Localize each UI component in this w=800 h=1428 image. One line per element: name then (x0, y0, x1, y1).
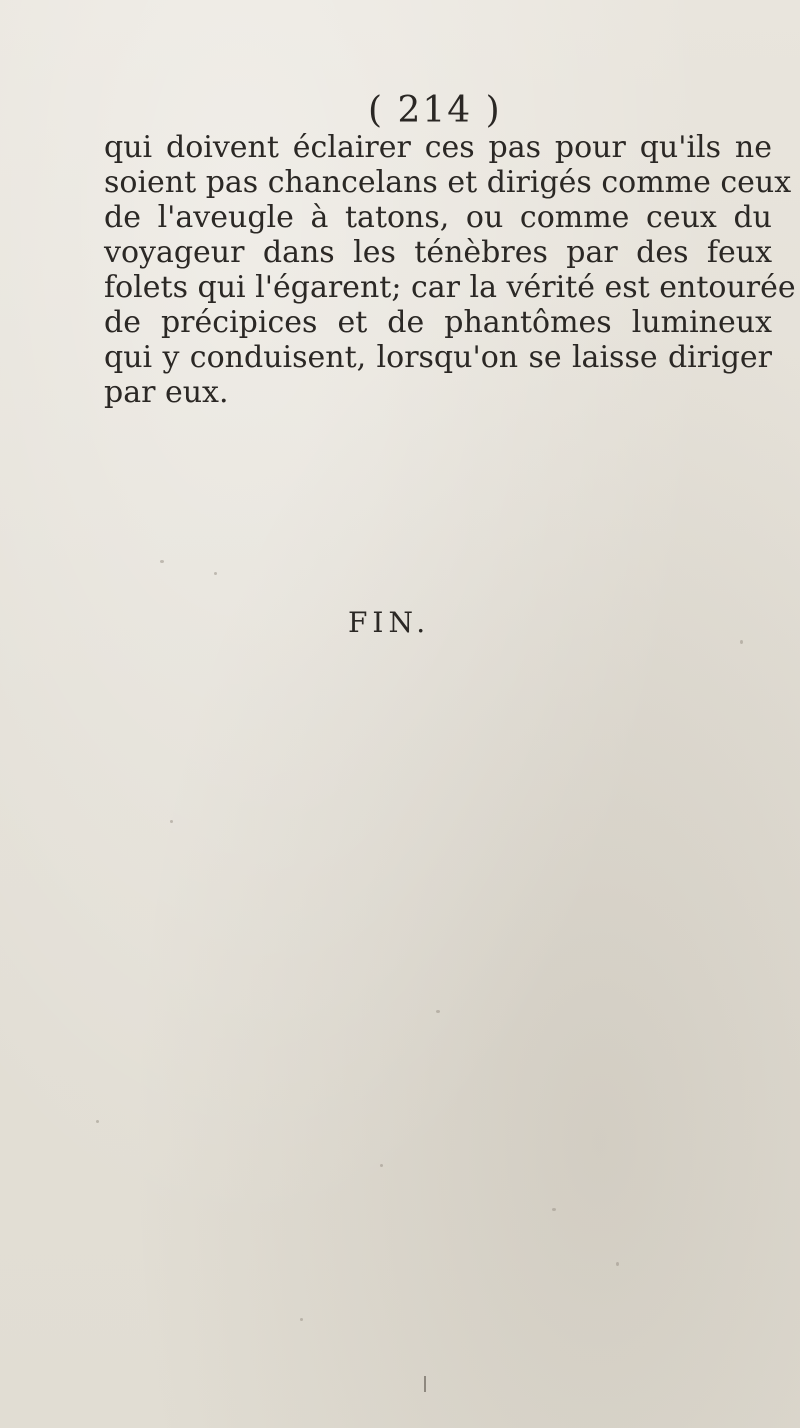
paper-speck (160, 560, 164, 563)
page-number: ( 214 ) (368, 90, 502, 131)
paper-mark (424, 1376, 426, 1392)
paper-speck (740, 640, 743, 644)
paper-speck (300, 1318, 303, 1321)
text-line: soient pas chancelans et dirigés comme ceux (104, 165, 792, 200)
body-paragraph (104, 130, 796, 410)
end-mark: FIN. (348, 606, 431, 639)
paper-speck (96, 1120, 99, 1123)
paper-speck (214, 572, 217, 575)
text-line: par eux. (104, 375, 229, 410)
paper-speck (552, 1208, 556, 1211)
text-line: de précipices et de phantômes lumineux (104, 305, 772, 340)
paper-speck (616, 1262, 619, 1266)
text-line: voyageur dans les ténèbres par des feux (104, 235, 772, 270)
text-line: folets qui l'égarent; car la vérité est entourée (104, 270, 796, 305)
text-line: qui y conduisent, lorsqu'on se laisse diriger (104, 340, 772, 375)
text-line: de l'aveugle à tatons, ou comme ceux du (104, 200, 772, 235)
paper-speck (380, 1164, 383, 1167)
text-line: qui doivent éclairer ces pas pour qu'ils ne (104, 130, 772, 165)
paper-speck (436, 1010, 440, 1013)
paper-speck (170, 820, 173, 823)
